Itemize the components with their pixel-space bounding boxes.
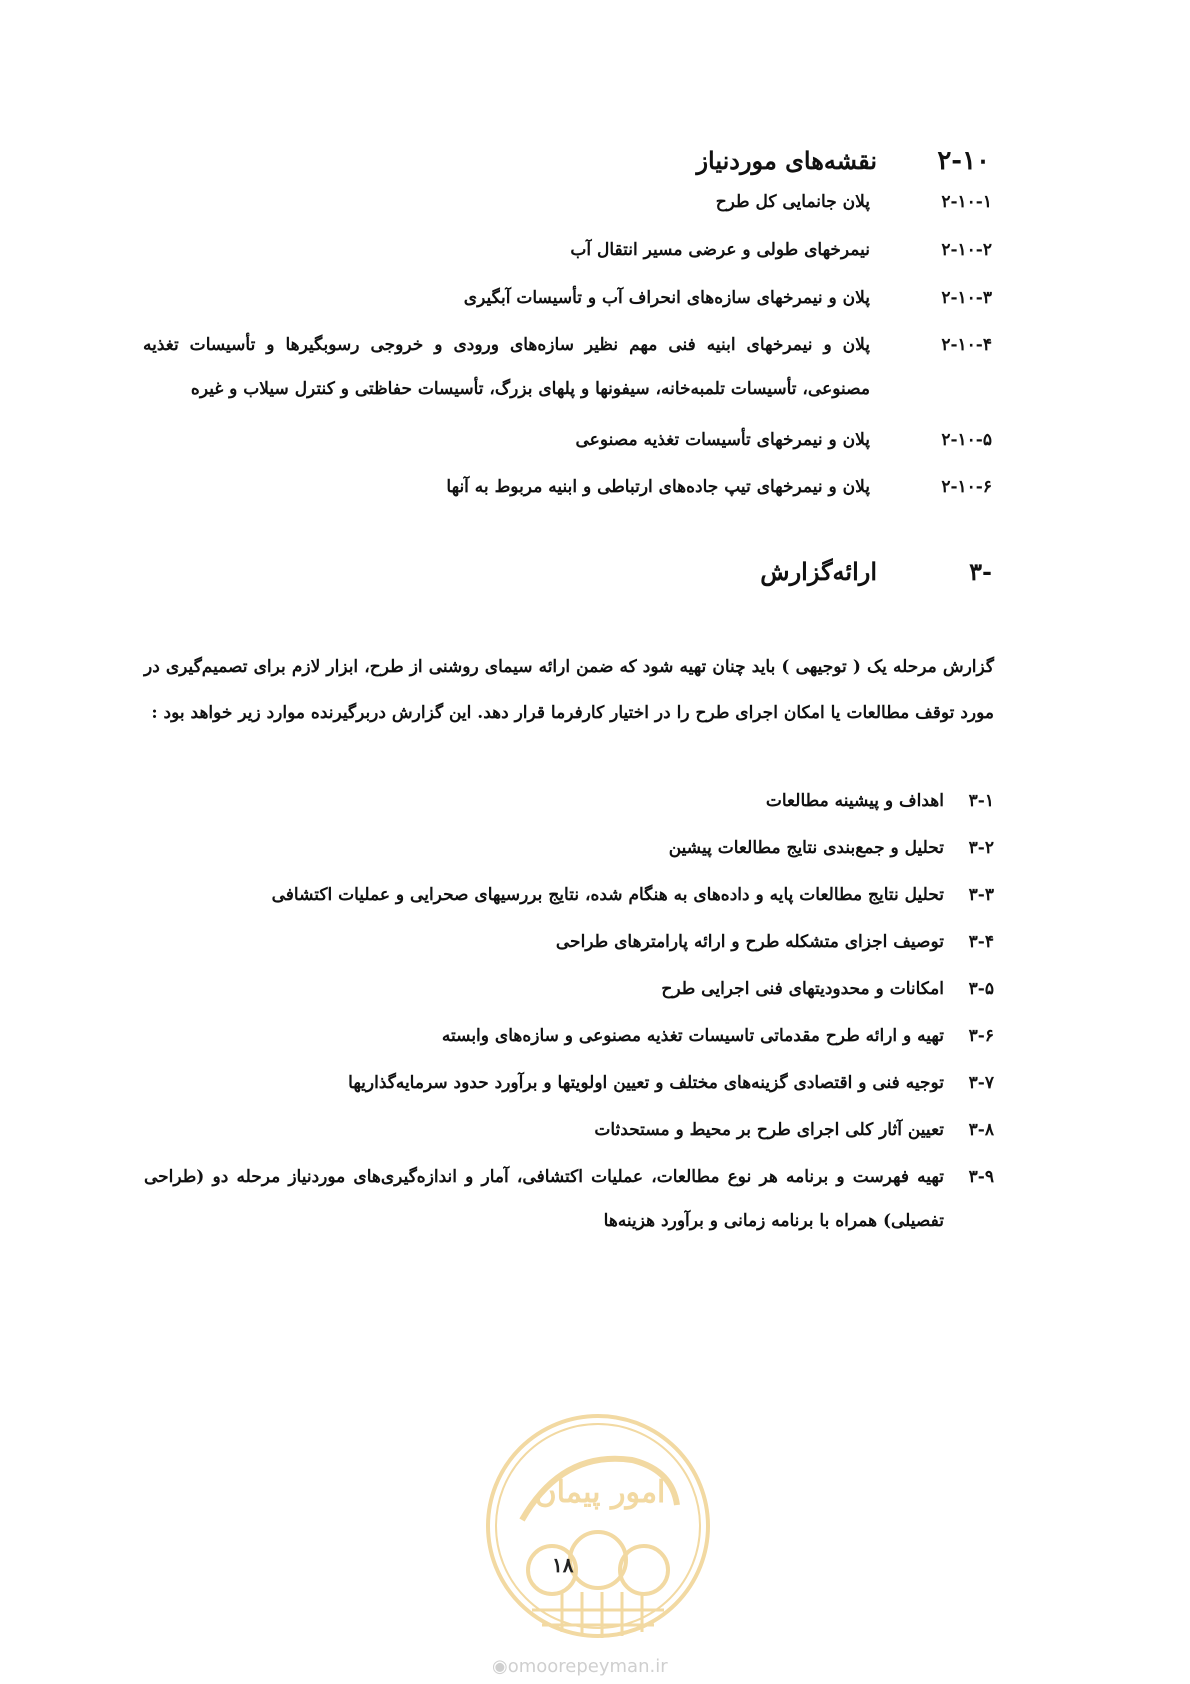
list-item — [144, 967, 1190, 1011]
item-text: پلان و نیمرخهای سازه‌های انحراف آب و تأسیسات آبگیری — [463, 288, 870, 308]
item-number: ۳-۲ — [968, 838, 994, 858]
item-text: توصیف اجزای متشکله طرح و ارائه پارامترهای طراحی — [555, 932, 944, 952]
item-number: ۳-۶ — [968, 1026, 994, 1046]
item-number: ۲-۱۰-۴ — [941, 335, 992, 355]
item-text: امکانات و محدودیتهای فنی اجرایی طرح — [661, 979, 944, 999]
list-item — [144, 779, 1190, 823]
item-text: پلان جانمایی کل طرح — [715, 192, 870, 212]
item-text: پلان و نیمرخهای تأسیسات تغذیه مصنوعی — [575, 430, 870, 450]
page-number: ۱۸ — [552, 1553, 574, 1577]
list-item — [143, 418, 1190, 462]
list-item — [144, 1061, 1190, 1105]
omoore-peyman-logo-icon — [482, 1410, 714, 1642]
list-item — [143, 180, 1190, 224]
item-number: ۳-۱ — [968, 791, 994, 811]
list-item — [144, 1108, 1190, 1152]
item-text-line-2: تفصیلی) همراه با برنامه زمانی و برآورد هزینه‌ها — [603, 1211, 944, 1231]
item-number: ۲-۱۰-۵ — [941, 430, 992, 450]
item-number: ۲-۱۰-۳ — [941, 288, 992, 308]
item-text: تهیه و ارائه طرح مقدماتی تاسیسات تغذیه مصنوعی و سازه‌های وابسته — [441, 1026, 944, 1046]
globe-icon: ◉ — [492, 1656, 508, 1677]
item-number: ۳-۹ — [968, 1167, 994, 1187]
item-text-line-2: مصنوعی، تأسیسات تلمبه‌خانه، سیفونها و پلهای بزرگ، تأسیسات حفاظتی و کنترل سیلاب و غیره — [190, 379, 870, 399]
section-10-title: نقشه‌های موردنیاز — [696, 146, 877, 175]
list-item — [144, 873, 1190, 917]
item-text: تحلیل نتایج مطالعات پایه و داده‌های به هنگام شده، نتایج بررسیهای صحرایی و عملیات اکتشافی — [271, 885, 944, 905]
item-number: ۳-۷ — [968, 1073, 994, 1093]
list-item — [144, 920, 1190, 964]
logo-text: امور پیمان — [534, 1475, 666, 1510]
list-item — [144, 1155, 1190, 1243]
item-text: اهداف و پیشینه مطالعات — [765, 791, 944, 811]
item-text: نیمرخهای طولی و عرضی مسیر انتقال آب — [570, 240, 870, 260]
section-3-title: ارائه‌گزارش — [760, 557, 877, 586]
item-number: ۲-۱۰-۶ — [941, 477, 992, 497]
item-number: ۲-۱۰-۱ — [941, 192, 992, 212]
item-number: ۳-۴ — [968, 932, 994, 952]
item-text-line-1: پلان و نیمرخهای ابنیه فنی مهم نظیر سازه‌های ورودی و خروجی رسوبگیرها و تأسیسات تغذیه — [143, 335, 870, 355]
watermark-url — [492, 1656, 668, 1677]
section-3-intro: گزارش مرحله یک ( توجیهی ) باید چنان تهیه شود که ضمن ارائه سیمای روشنی از طرح، ابزار لازم برای تصمیم‌گیری در مورد توقف مطالعات یا امکان اجرای طرح را در اختیار کارفرما قرار دهد. این گزارش دربرگیرنده موارد زیر خواهد بود : — [144, 657, 994, 723]
item-number: ۲-۱۰-۲ — [941, 240, 992, 260]
section-10-number: ۲-۱۰ — [937, 146, 990, 176]
item-number: ۳-۸ — [968, 1120, 994, 1140]
item-number: ۳-۳ — [968, 885, 994, 905]
list-item — [144, 1014, 1190, 1058]
section-3-number: -۳ — [969, 557, 992, 586]
list-item — [143, 228, 1190, 272]
list-item — [143, 323, 1190, 411]
list-item — [144, 826, 1190, 870]
item-text: توجیه فنی و اقتصادی گزینه‌های مختلف و تعیین اولویتها و برآورد حدود سرمایه‌گذاریها — [348, 1073, 944, 1093]
item-text — [144, 1155, 944, 1243]
item-number: ۳-۵ — [968, 979, 994, 999]
item-text: تعیین آثار کلی اجرای طرح بر محیط و مستحدثات — [594, 1120, 944, 1140]
item-text: تحلیل و جمع‌بندی نتایج مطالعات پیشین — [668, 838, 944, 858]
item-text — [143, 323, 870, 411]
item-text-line-1: تهیه فهرست و برنامه هر نوع مطالعات، عملیات اکتشافی، آمار و اندازه‌گیری‌های موردنیاز مرحله دو (طراحی — [144, 1167, 944, 1187]
item-text: پلان و نیمرخهای تیپ جاده‌های ارتباطی و ابنیه مربوط به آنها — [446, 477, 870, 497]
list-item — [143, 276, 1190, 320]
watermark-text: omoorepeyman.ir — [507, 1656, 668, 1677]
list-item — [143, 465, 1190, 509]
